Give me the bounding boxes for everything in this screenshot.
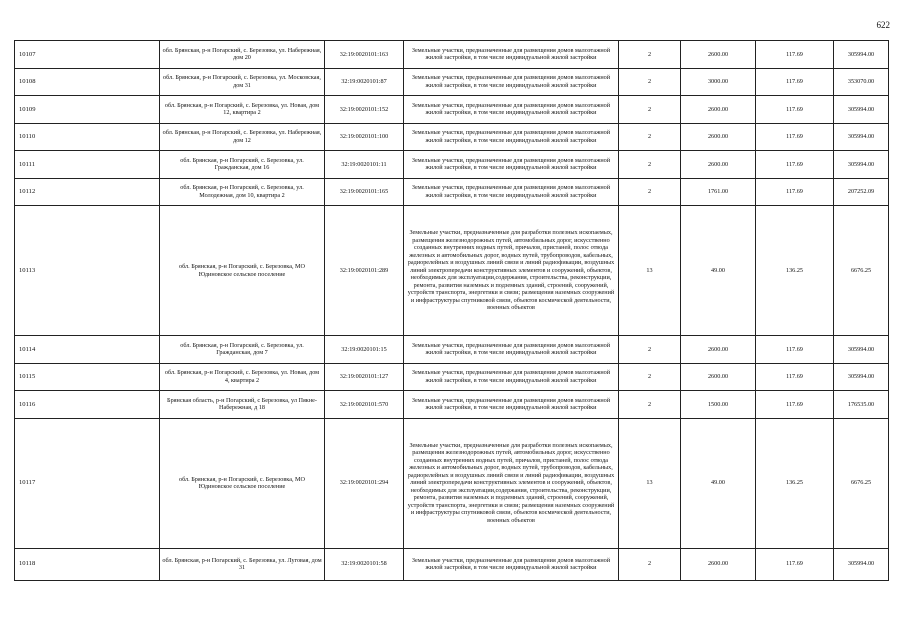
category-code-cell: 2 xyxy=(619,391,681,419)
cadastral-number-cell: 32:19:0020101:100 xyxy=(325,123,404,151)
cadastral-number-cell: 32:19:0020101:15 xyxy=(325,336,404,364)
row-number-cell: 10111 xyxy=(15,151,160,179)
table-row xyxy=(15,391,889,419)
permitted-use-cell: Земельные участки, предназначенные для размещения домов малоэтажной жилой застройки, в том числе индивидуальной жилой застройки xyxy=(404,123,619,151)
cadastral-value-cell: 353070.00 xyxy=(834,68,889,96)
row-number-cell: 10112 xyxy=(15,178,160,206)
specific-value-cell: 117.69 xyxy=(756,151,834,179)
area-cell: 2600.00 xyxy=(681,96,756,124)
permitted-use-cell: Земельные участки, предназначенные для разработки полезных ископаемых, размещения железнодорожных путей, автомобильных дорог, искусственно созданных внутренних водных путей, причалов, пристаней, полос отвода железных и автомобильных дорог, водных путей, трубопроводов, кабельных, радиорелейных и воздушных линий связи и линий радиофикации, воздушных линий электропередачи конструктивных элементов и сооружений, объектов, необходимых для эксплуатации,содержания, строительства, реконструкции, ремонта, развития наземных и подземных зданий, строений, сооружений, устройств транспорта, энергетики и связи; размещения наземных сооружений и инфраструктуры спутниковой связи, объектов космической деятельности, военных объектов xyxy=(404,418,619,548)
address-cell: обл. Брянская, р-н Погарский, с. Березовка, ул. Набережная, дом 20 xyxy=(160,41,325,69)
category-code-cell: 2 xyxy=(619,68,681,96)
permitted-use-cell: Земельные участки, предназначенные для размещения домов малоэтажной жилой застройки, в том числе индивидуальной жилой застройки xyxy=(404,151,619,179)
cadastral-number-cell: 32:19:0020101:11 xyxy=(325,151,404,179)
address-cell: обл. Брянская, р-н Погарский, с. Березовка, МО Юдиновское сельское поселение xyxy=(160,206,325,336)
area-cell: 1761.00 xyxy=(681,178,756,206)
row-number-cell: 10109 xyxy=(15,96,160,124)
cadastral-value-cell: 305994.00 xyxy=(834,41,889,69)
address-cell: обл. Брянская, р-н Погарский, с. Березовка, ул. Молодежная, дом 10, квартира 2 xyxy=(160,178,325,206)
row-number-cell: 10118 xyxy=(15,548,160,580)
category-code-cell: 13 xyxy=(619,418,681,548)
cadastral-number-cell: 32:19:0020101:163 xyxy=(325,41,404,69)
category-code-cell: 13 xyxy=(619,206,681,336)
specific-value-cell: 117.69 xyxy=(756,336,834,364)
table-row xyxy=(15,363,889,391)
table-row xyxy=(15,41,889,69)
page-number: 622 xyxy=(876,20,890,30)
table-row xyxy=(15,151,889,179)
area-cell: 3000.00 xyxy=(681,68,756,96)
cadastral-number-cell: 32:19:0020101:152 xyxy=(325,96,404,124)
specific-value-cell: 117.69 xyxy=(756,123,834,151)
specific-value-cell: 117.69 xyxy=(756,68,834,96)
cadastral-number-cell: 32:19:0020101:165 xyxy=(325,178,404,206)
row-number-cell: 10108 xyxy=(15,68,160,96)
cadastral-number-cell: 32:19:0020101:87 xyxy=(325,68,404,96)
row-number-cell: 10117 xyxy=(15,418,160,548)
address-cell: обл. Брянская, р-н Погарский, с. Березовка, ул. Новая, дом 12, квартира 2 xyxy=(160,96,325,124)
category-code-cell: 2 xyxy=(619,336,681,364)
permitted-use-cell: Земельные участки, предназначенные для размещения домов малоэтажной жилой застройки, в том числе индивидуальной жилой застройки xyxy=(404,41,619,69)
area-cell: 49.00 xyxy=(681,418,756,548)
row-number-cell: 10107 xyxy=(15,41,160,69)
cadastral-value-table xyxy=(14,40,889,581)
area-cell: 1500.00 xyxy=(681,391,756,419)
category-code-cell: 2 xyxy=(619,363,681,391)
row-number-cell: 10110 xyxy=(15,123,160,151)
permitted-use-cell: Земельные участки, предназначенные для размещения домов малоэтажной жилой застройки, в том числе индивидуальной жилой застройки xyxy=(404,336,619,364)
cadastral-value-cell: 305994.00 xyxy=(834,96,889,124)
table-row xyxy=(15,96,889,124)
row-number-cell: 10114 xyxy=(15,336,160,364)
permitted-use-cell: Земельные участки, предназначенные для размещения домов малоэтажной жилой застройки, в том числе индивидуальной жилой застройки xyxy=(404,391,619,419)
permitted-use-cell: Земельные участки, предназначенные для размещения домов малоэтажной жилой застройки, в том числе индивидуальной жилой застройки xyxy=(404,548,619,580)
table-row xyxy=(15,68,889,96)
category-code-cell: 2 xyxy=(619,151,681,179)
address-cell: обл. Брянская, р-н Погарский, с. Березовка, ул. Набережная, дом 12 xyxy=(160,123,325,151)
cadastral-value-cell: 305994.00 xyxy=(834,151,889,179)
address-cell: обл. Брянская, р-н Погарский, с. Березовка, МО Юдиновское сельское поселение xyxy=(160,418,325,548)
table-row xyxy=(15,178,889,206)
specific-value-cell: 117.69 xyxy=(756,391,834,419)
address-cell: обл. Брянская, р-н Погарский, с. Березовка, ул. Новая, дом 4, квартира 2 xyxy=(160,363,325,391)
table-row xyxy=(15,418,889,548)
row-number-cell: 10116 xyxy=(15,391,160,419)
cadastral-number-cell: 32:19:0020101:58 xyxy=(325,548,404,580)
category-code-cell: 2 xyxy=(619,96,681,124)
cadastral-number-cell: 32:19:0020101:570 xyxy=(325,391,404,419)
row-number-cell: 10113 xyxy=(15,206,160,336)
address-cell: обл. Брянская, р-н Погарский, с. Березовка, ул. Гражданская, дом 7 xyxy=(160,336,325,364)
table-row xyxy=(15,206,889,336)
cadastral-value-cell: 305994.00 xyxy=(834,123,889,151)
cadastral-value-cell: 305994.00 xyxy=(834,363,889,391)
specific-value-cell: 117.69 xyxy=(756,363,834,391)
permitted-use-cell: Земельные участки, предназначенные для размещения домов малоэтажной жилой застройки, в том числе индивидуальной жилой застройки xyxy=(404,363,619,391)
cadastral-number-cell: 32:19:0020101:294 xyxy=(325,418,404,548)
specific-value-cell: 136.25 xyxy=(756,418,834,548)
address-cell: обл. Брянская, р-н Погарский, с. Березовка, ул. Луговая, дом 31 xyxy=(160,548,325,580)
permitted-use-cell: Земельные участки, предназначенные для размещения домов малоэтажной жилой застройки, в том числе индивидуальной жилой застройки xyxy=(404,68,619,96)
specific-value-cell: 136.25 xyxy=(756,206,834,336)
area-cell: 2600.00 xyxy=(681,41,756,69)
cadastral-value-cell: 6676.25 xyxy=(834,418,889,548)
cadastral-value-cell: 6676.25 xyxy=(834,206,889,336)
specific-value-cell: 117.69 xyxy=(756,41,834,69)
table-row xyxy=(15,123,889,151)
cadastral-value-cell: 207252.09 xyxy=(834,178,889,206)
area-cell: 2600.00 xyxy=(681,336,756,364)
category-code-cell: 2 xyxy=(619,41,681,69)
permitted-use-cell: Земельные участки, предназначенные для размещения домов малоэтажной жилой застройки, в том числе индивидуальной жилой застройки xyxy=(404,96,619,124)
area-cell: 2600.00 xyxy=(681,151,756,179)
cadastral-value-cell: 305994.00 xyxy=(834,548,889,580)
address-cell: обл. Брянская, р-н Погарский, с. Березовка, ул. Московская, дом 31 xyxy=(160,68,325,96)
category-code-cell: 2 xyxy=(619,548,681,580)
table-row xyxy=(15,548,889,580)
permitted-use-cell: Земельные участки, предназначенные для размещения домов малоэтажной жилой застройки, в том числе индивидуальной жилой застройки xyxy=(404,178,619,206)
cadastral-value-cell: 176535.00 xyxy=(834,391,889,419)
address-cell: обл. Брянская, р-н Погарский, с. Березовка, ул. Гражданская, дом 16 xyxy=(160,151,325,179)
area-cell: 2600.00 xyxy=(681,548,756,580)
category-code-cell: 2 xyxy=(619,178,681,206)
cadastral-number-cell: 32:19:0020101:289 xyxy=(325,206,404,336)
address-cell: Брянская область, р-н Погарский, с Березовка, ул Пякне-Набережная, д 18 xyxy=(160,391,325,419)
area-cell: 49.00 xyxy=(681,206,756,336)
specific-value-cell: 117.69 xyxy=(756,96,834,124)
category-code-cell: 2 xyxy=(619,123,681,151)
cadastral-value-cell: 305994.00 xyxy=(834,336,889,364)
table-row xyxy=(15,336,889,364)
specific-value-cell: 117.69 xyxy=(756,548,834,580)
cadastral-number-cell: 32:19:0020101:127 xyxy=(325,363,404,391)
area-cell: 2600.00 xyxy=(681,123,756,151)
permitted-use-cell: Земельные участки, предназначенные для разработки полезных ископаемых, размещения железнодорожных путей, автомобильных дорог, искусственно созданных внутренних водных путей, причалов, пристаней, полос отвода железных и автомобильных дорог, водных путей, трубопроводов, кабельных, радиорелейных и воздушных линий связи и линий радиофикации, воздушных линий электропередачи конструктивных элементов и сооружений, объектов, необходимых для эксплуатации,содержания, строительства, реконструкции, ремонта, развития наземных и подземных зданий, строений, сооружений, устройств транспорта, энергетики и связи; размещения наземных сооружений и инфраструктуры спутниковой связи, объектов космической деятельности, военных объектов xyxy=(404,206,619,336)
row-number-cell: 10115 xyxy=(15,363,160,391)
area-cell: 2600.00 xyxy=(681,363,756,391)
specific-value-cell: 117.69 xyxy=(756,178,834,206)
table-body xyxy=(15,41,889,581)
